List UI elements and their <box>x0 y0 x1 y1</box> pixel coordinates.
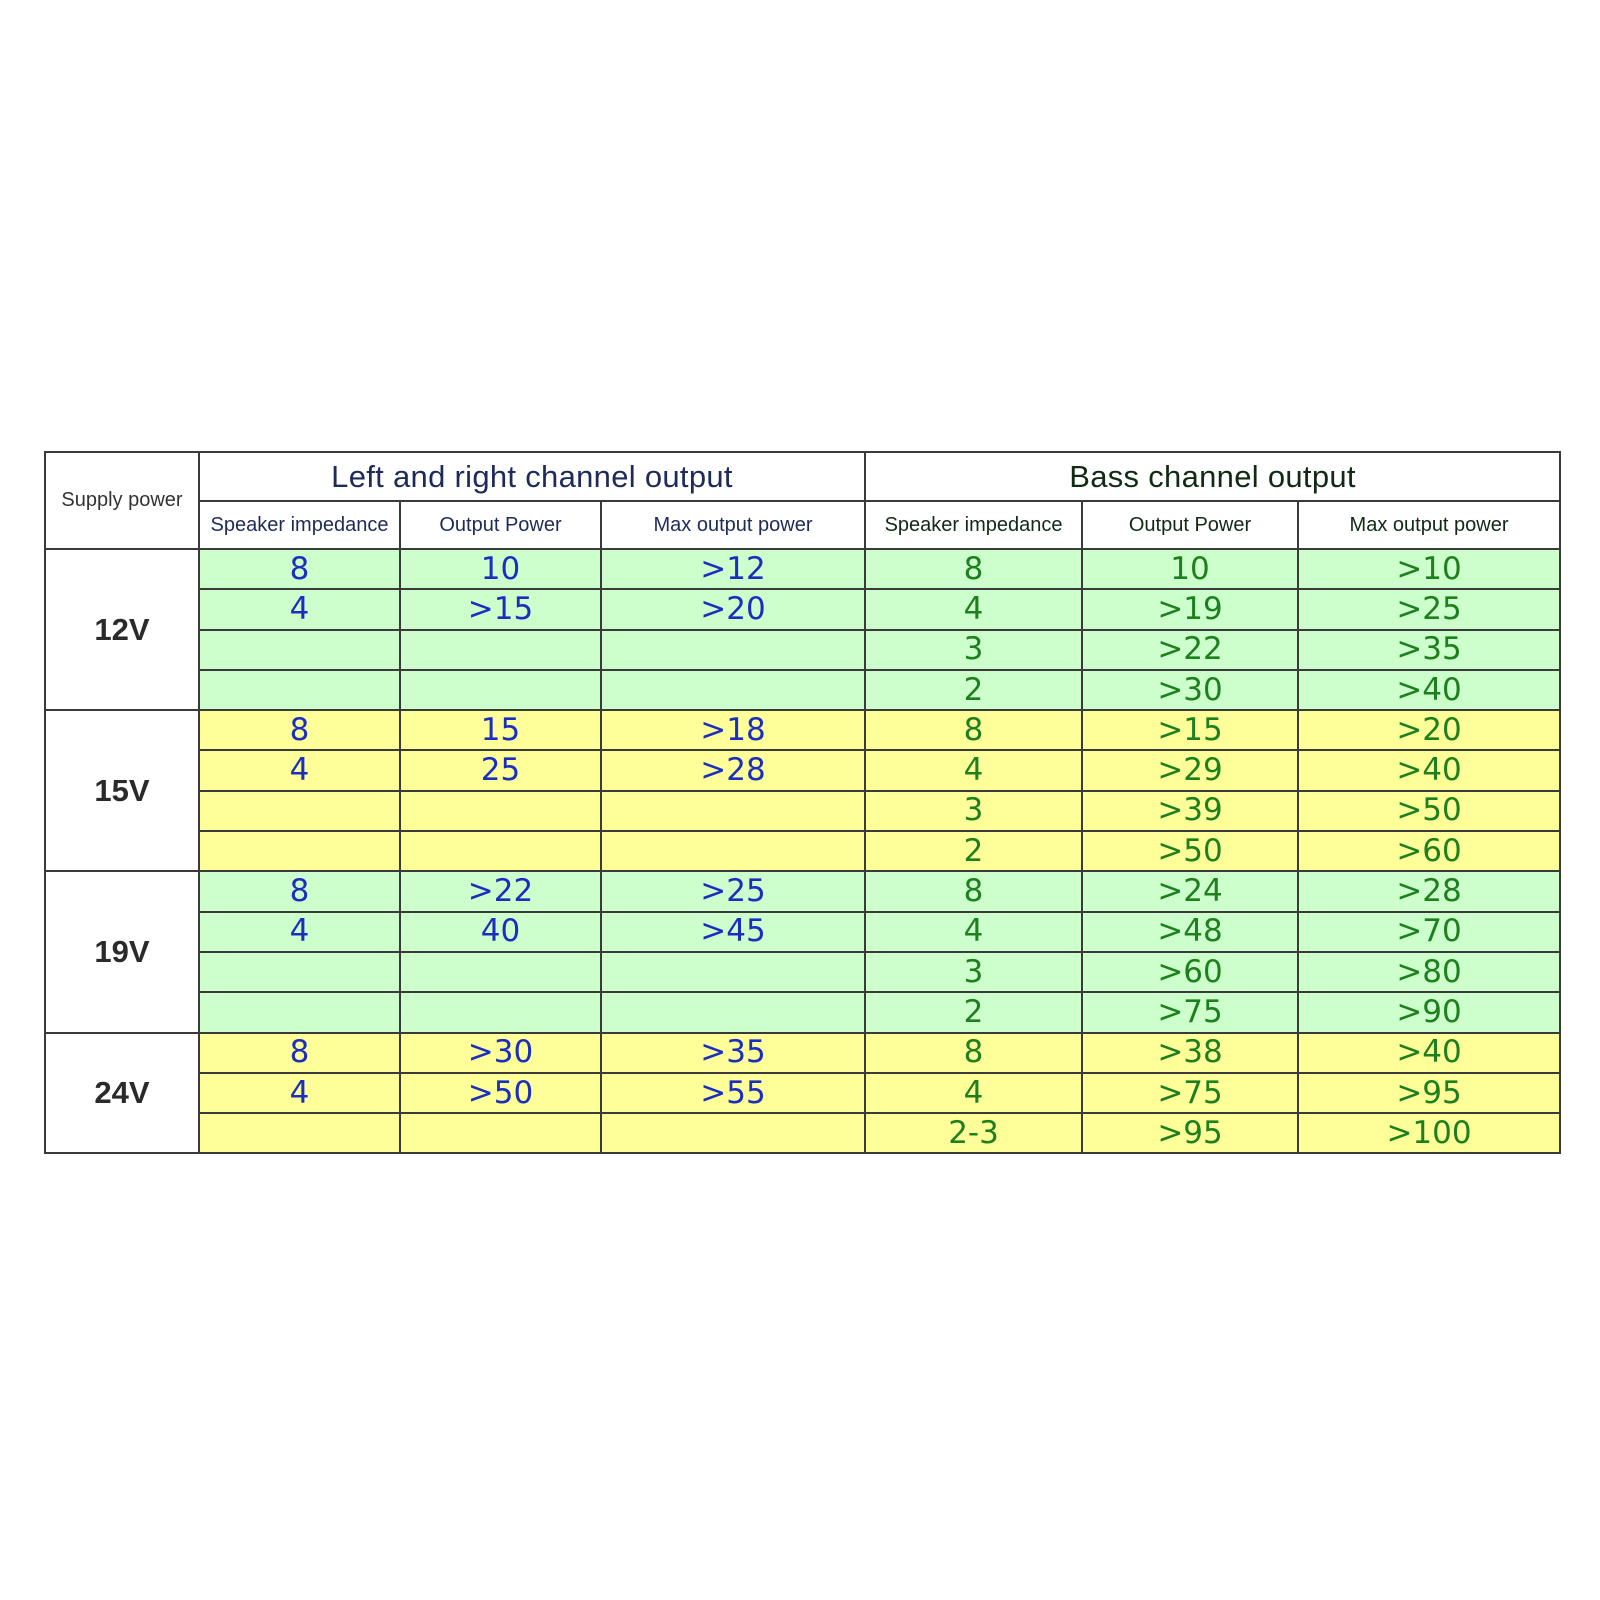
bass-output-power-cell: >75 <box>1082 1073 1298 1113</box>
bass-impedance-cell: 4 <box>865 589 1082 629</box>
bass-output-power-cell: >39 <box>1082 791 1298 831</box>
lr-impedance-cell <box>199 1113 400 1153</box>
table-row <box>45 992 1560 1032</box>
lr-max-output-power-header: Max output power <box>601 501 865 549</box>
bass-channel-header: Bass channel output <box>865 452 1560 501</box>
bass-output-power-cell: >24 <box>1082 871 1298 911</box>
supply-voltage-label: 19V <box>45 871 199 1032</box>
lr-output-power-cell: >30 <box>400 1033 601 1073</box>
bass-max-power-cell: >95 <box>1298 1073 1560 1113</box>
table-row <box>45 589 1560 629</box>
lr-impedance-cell: 8 <box>199 871 400 911</box>
bass-impedance-cell: 8 <box>865 710 1082 750</box>
bass-output-power-cell: >60 <box>1082 952 1298 992</box>
lr-impedance-cell <box>199 952 400 992</box>
lr-impedance-cell <box>199 791 400 831</box>
bass-output-power-cell: >48 <box>1082 912 1298 952</box>
bass-impedance-cell: 3 <box>865 791 1082 831</box>
bass-max-power-cell: >50 <box>1298 791 1560 831</box>
lr-impedance-cell: 4 <box>199 589 400 629</box>
column-header-row <box>45 501 1560 549</box>
bass-output-power-cell: >75 <box>1082 992 1298 1032</box>
bass-impedance-cell: 8 <box>865 1033 1082 1073</box>
lr-output-power-cell <box>400 992 601 1032</box>
bass-output-power-cell: >95 <box>1082 1113 1298 1153</box>
bass-max-power-cell: >35 <box>1298 630 1560 670</box>
lr-max-power-cell <box>601 831 865 871</box>
lr-output-power-cell: 25 <box>400 750 601 790</box>
lr-max-power-cell: >25 <box>601 871 865 911</box>
bass-max-power-cell: >60 <box>1298 831 1560 871</box>
bass-output-power-cell: >30 <box>1082 670 1298 710</box>
bass-max-output-power-header: Max output power <box>1298 501 1560 549</box>
lr-max-power-cell: >55 <box>601 1073 865 1113</box>
lr-impedance-cell: 8 <box>199 710 400 750</box>
bass-output-power-cell: >50 <box>1082 831 1298 871</box>
supply-voltage-label: 24V <box>45 1033 199 1154</box>
table-row <box>45 1073 1560 1113</box>
supply-voltage-label: 15V <box>45 710 199 871</box>
lr-impedance-cell <box>199 992 400 1032</box>
lr-impedance-cell: 4 <box>199 750 400 790</box>
table-row <box>45 791 1560 831</box>
bass-impedance-cell: 2 <box>865 670 1082 710</box>
lr-output-power-cell <box>400 791 601 831</box>
bass-output-power-cell: 10 <box>1082 549 1298 589</box>
lr-output-power-cell <box>400 831 601 871</box>
lr-impedance-cell <box>199 630 400 670</box>
bass-impedance-cell: 8 <box>865 871 1082 911</box>
table-row <box>45 952 1560 992</box>
table-row <box>45 831 1560 871</box>
table-row <box>45 912 1560 952</box>
lr-output-power-cell <box>400 1113 601 1153</box>
supply-voltage-label: 12V <box>45 549 199 710</box>
bass-max-power-cell: >40 <box>1298 750 1560 790</box>
bass-max-power-cell: >10 <box>1298 549 1560 589</box>
lr-output-power-cell: 40 <box>400 912 601 952</box>
table-row <box>45 871 1560 911</box>
lr-max-power-cell: >20 <box>601 589 865 629</box>
lr-max-power-cell <box>601 952 865 992</box>
table-row <box>45 1033 1560 1073</box>
lr-max-power-cell <box>601 1113 865 1153</box>
lr-impedance-cell: 8 <box>199 1033 400 1073</box>
table-row <box>45 670 1560 710</box>
lr-output-power-cell: >15 <box>400 589 601 629</box>
bass-impedance-cell: 8 <box>865 549 1082 589</box>
lr-max-power-cell <box>601 670 865 710</box>
lr-output-power-cell: >22 <box>400 871 601 911</box>
lr-impedance-cell <box>199 831 400 871</box>
table-row <box>45 1113 1560 1153</box>
bass-max-power-cell: >28 <box>1298 871 1560 911</box>
bass-max-power-cell: >80 <box>1298 952 1560 992</box>
table-body <box>45 549 1560 1153</box>
lr-max-power-cell <box>601 630 865 670</box>
lr-max-power-cell: >35 <box>601 1033 865 1073</box>
bass-impedance-cell: 4 <box>865 750 1082 790</box>
lr-output-power-cell: 10 <box>400 549 601 589</box>
table-row <box>45 630 1560 670</box>
lr-impedance-cell: 4 <box>199 912 400 952</box>
bass-output-power-cell: >38 <box>1082 1033 1298 1073</box>
table-header <box>45 452 1560 549</box>
bass-max-power-cell: >90 <box>1298 992 1560 1032</box>
table-row <box>45 750 1560 790</box>
bass-max-power-cell: >70 <box>1298 912 1560 952</box>
table-row <box>45 549 1560 589</box>
lr-max-power-cell: >12 <box>601 549 865 589</box>
lr-impedance-cell: 4 <box>199 1073 400 1113</box>
bass-output-power-cell: >29 <box>1082 750 1298 790</box>
lr-output-power-cell <box>400 952 601 992</box>
bass-max-power-cell: >25 <box>1298 589 1560 629</box>
bass-max-power-cell: >40 <box>1298 1033 1560 1073</box>
bass-output-power-header: Output Power <box>1082 501 1298 549</box>
table-row <box>45 710 1560 750</box>
lr-max-power-cell: >18 <box>601 710 865 750</box>
left-right-channel-header: Left and right channel output <box>199 452 865 501</box>
bass-impedance-cell: 4 <box>865 912 1082 952</box>
supply-power-header: Supply power <box>45 452 199 549</box>
lr-output-power-header: Output Power <box>400 501 601 549</box>
bass-output-power-cell: >15 <box>1082 710 1298 750</box>
bass-max-power-cell: >40 <box>1298 670 1560 710</box>
lr-max-power-cell <box>601 791 865 831</box>
bass-impedance-cell: 4 <box>865 1073 1082 1113</box>
bass-speaker-impedance-header: Speaker impedance <box>865 501 1082 549</box>
group-header-row <box>45 452 1560 501</box>
bass-max-power-cell: >100 <box>1298 1113 1560 1153</box>
lr-output-power-cell: >50 <box>400 1073 601 1113</box>
lr-max-power-cell: >28 <box>601 750 865 790</box>
power-spec-table <box>44 451 1561 1154</box>
bass-max-power-cell: >20 <box>1298 710 1560 750</box>
bass-impedance-cell: 2 <box>865 992 1082 1032</box>
lr-speaker-impedance-header: Speaker impedance <box>199 501 400 549</box>
lr-output-power-cell: 15 <box>400 710 601 750</box>
bass-output-power-cell: >19 <box>1082 589 1298 629</box>
lr-impedance-cell <box>199 670 400 710</box>
lr-max-power-cell <box>601 992 865 1032</box>
bass-impedance-cell: 3 <box>865 952 1082 992</box>
bass-impedance-cell: 2 <box>865 831 1082 871</box>
bass-impedance-cell: 2-3 <box>865 1113 1082 1153</box>
lr-impedance-cell: 8 <box>199 549 400 589</box>
bass-output-power-cell: >22 <box>1082 630 1298 670</box>
lr-output-power-cell <box>400 670 601 710</box>
lr-max-power-cell: >45 <box>601 912 865 952</box>
bass-impedance-cell: 3 <box>865 630 1082 670</box>
lr-output-power-cell <box>400 630 601 670</box>
